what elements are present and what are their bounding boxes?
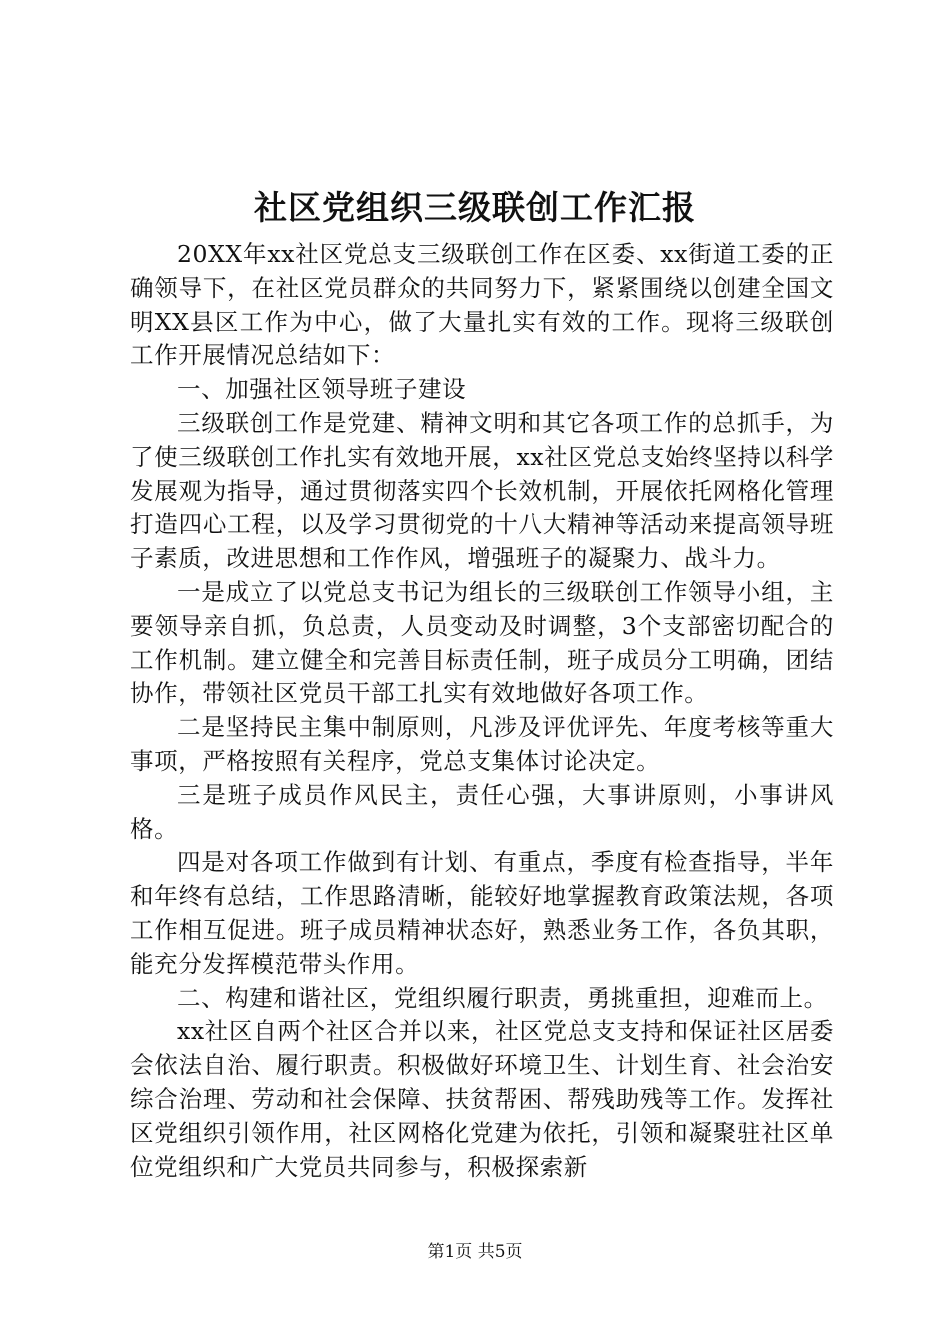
paragraph: 四是对各项工作做到有计划、有重点，季度有检查指导，半年和年终有总结，工作思路清晰，能较好地掌握教育政策法规，各项工作相互促进。班子成员精神状态好，熟悉业务工作，各负其职，能充分发挥模范带头作用。 (130, 848, 834, 978)
paragraph: 三是班子成员作风民主，责任心强，大事讲原则，小事讲风格。 (130, 780, 834, 843)
paragraph-intro: 20XX年xx社区党总支三级联创工作在区委、xx街道工委的正确领导下，在社区党员群众的共同努力下，紧紧围绕以创建全国文明XX县区工作为中心，做了大量扎实有效的工作。现将三级联创工作开展情况总结如下： (130, 240, 834, 370)
paragraph: 二是坚持民主集中制原则，凡涉及评优评先、年度考核等重大事项，严格按照有关程序，党总支集体讨论决定。 (130, 713, 834, 775)
paragraph: 一是成立了以党总支书记为组长的三级联创工作领导小组，主要领导亲自抓，负总责，人员变动及时调整，3个支部密切配合的工作机制。建立健全和完善目标责任制，班子成员分工明确，团结协作，带领社区党员干部工扎实有效地做好各项工作。 (130, 577, 834, 708)
section-heading-1: 一、加强社区领导班子建设 (177, 375, 467, 404)
document-title: 社区党组织三级联创工作汇报 (254, 188, 696, 227)
paragraph: 三级联创工作是党建、精神文明和其它各项工作的总抓手，为了使三级联创工作扎实有效地开展，xx社区党总支始终坚持以科学发展观为指导，通过贯彻落实四个长效机制，开展依托网格化管理打造四心工程，以及学习贯彻党的十八大精神等活动来提高领导班子素质，改进思想和工作作风，增强班子的凝聚力、战斗力。 (130, 408, 834, 573)
page-footer: 第1页 共5页 (427, 1242, 523, 1262)
section-heading-2: 二、构建和谐社区，党组织履行职责，勇挑重担，迎难而上。 (177, 983, 828, 1012)
document-body (130, 238, 834, 1184)
paragraph: xx社区自两个社区合并以来，社区党总支支持和保证社区居委会依法自治、履行职责。积极做好环境卫生、计划生育、社会治安综合治理、劳动和社会保障、扶贫帮困、帮残助残等工作。发挥社区党组织引领作用，社区网格化党建为依托，引领和凝聚驻社区单位党组织和广大党员共同参与，积极探索新 (130, 1017, 834, 1181)
